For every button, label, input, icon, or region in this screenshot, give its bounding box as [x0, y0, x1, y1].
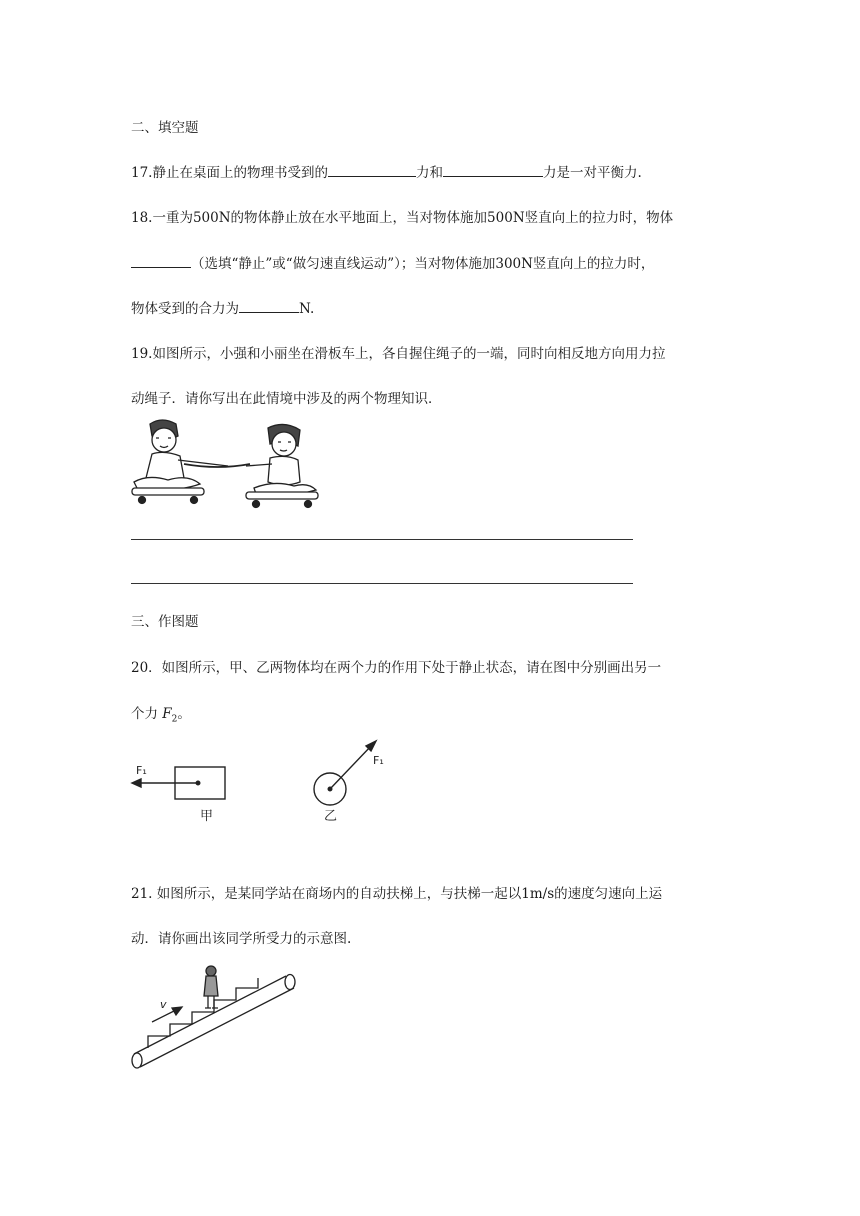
q20-force-figure	[128, 736, 398, 832]
question-18-line-3	[131, 298, 314, 319]
q21-escalator-figure	[128, 962, 300, 1076]
section-heading-drawing: 三、作图题	[131, 614, 199, 630]
section-heading-fill-blank: 二、填空题	[131, 120, 199, 136]
jia-label: 甲	[200, 809, 214, 824]
jia-f1-label: F₁	[136, 764, 147, 777]
q18-blank-2[interactable]	[239, 298, 299, 313]
question-21-line-2: 动．请你画出该同学所受力的示意图.	[131, 931, 352, 947]
q17-text-before: 17.静止在桌面上的物理书受到的	[131, 165, 328, 181]
q20-text-after: 。	[177, 706, 191, 722]
q18-line3-unit: N.	[299, 301, 315, 317]
q17-text-mid: 力和	[415, 165, 443, 181]
q17-text-after: 力是一对平衡力.	[542, 165, 642, 181]
q17-blank-2[interactable]	[443, 162, 543, 177]
question-21-line-1: 21. 如图所示，是某同学站在商场内的自动扶梯上，与扶梯一起以1m/s的速度匀速向上运	[131, 886, 663, 902]
q18-line3-text: 物体受到的合力为	[131, 301, 239, 317]
q19-answer-line-1[interactable]	[131, 539, 633, 540]
q18-blank-1[interactable]	[131, 253, 191, 268]
q19-answer-line-2[interactable]	[131, 583, 633, 584]
yi-f1-label: F₁	[373, 754, 384, 767]
question-18-line-2	[131, 253, 654, 274]
q18-line2-text: （选填“静止”或“做匀速直线运动”）；当对物体施加300N竖直向上的拉力时，	[191, 256, 655, 272]
question-19-line-1: 19.如图所示，小强和小丽坐在滑板车上，各自握住绳子的一端，同时向相反地方向用力拉	[131, 346, 666, 362]
velocity-label: v	[160, 998, 167, 1011]
q20-text-before: 个力	[131, 706, 158, 722]
question-19-line-2: 动绳子．请你写出在此情境中涉及的两个物理知识．	[131, 391, 442, 407]
q17-blank-1[interactable]	[328, 162, 416, 177]
question-20-line-1: 20．如图所示，甲、乙两物体均在两个力的作用下处于静止状态，请在图中分别画出另一	[131, 660, 662, 676]
question-18-line-1: 18.一重为500N的物体静止放在水平地面上，当对物体施加500N竖直向上的拉力时，物体	[131, 210, 674, 226]
q20-force-subscript: 2	[171, 714, 178, 725]
q20-force-symbol: F	[162, 706, 172, 722]
person-head	[206, 966, 216, 976]
question-17	[131, 162, 642, 183]
q19-tug-figure	[128, 418, 318, 512]
yi-label: 乙	[324, 809, 338, 824]
question-20-line-2	[131, 704, 191, 730]
